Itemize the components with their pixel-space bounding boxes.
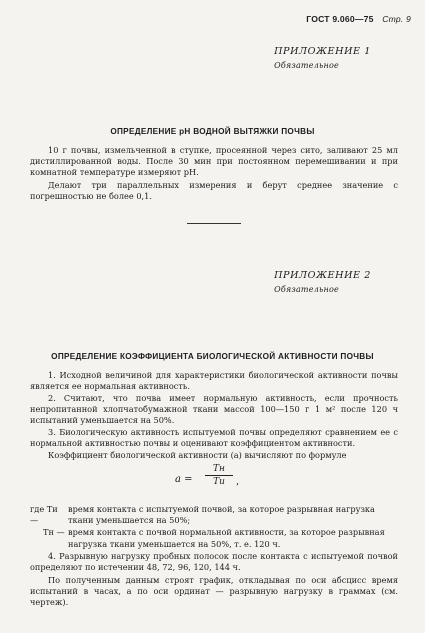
- activity-formula: [175, 464, 255, 494]
- formula-lhs: a =: [175, 474, 193, 485]
- appendix-2-title: ПРИЛОЖЕНИЕ 2: [274, 270, 371, 281]
- appendix-2-paragraph-3: 3. Биологическую активность испытуемой почвы определяют сравнением ее с нормальной активностью почвы и оценивают коэффициентом активности.: [30, 427, 398, 449]
- appendix-2-heading: ОПРЕДЕЛЕНИЕ КОЭФФИЦИЕНТА БИОЛОГИЧЕСКОЙ АКТИВНОСТИ ПОЧВЫ: [51, 352, 374, 361]
- legend-text: время контакта с почвой нормальной активности, за которое разрывная нагрузка ткани уменьшается на 50%, т. е. 120 ч.: [68, 527, 385, 549]
- legend-row: [30, 527, 400, 549]
- formula-denominator: Tи: [213, 477, 225, 487]
- section-divider: [187, 223, 241, 224]
- appendix-2-label: [274, 270, 371, 294]
- appendix-2-paragraph-2: 2. Считают, что почва имеет нормальную активность, если прочность непропитанной хлопчатобумажной ткани массой 100—150 г 1 м² после 120 ч испытаний уменьшается на 50%.: [30, 393, 398, 426]
- appendix-2-paragraph-4: Коэффициент биологической активности (a) вычисляют по формуле: [48, 450, 347, 460]
- formula-legend: [30, 504, 400, 550]
- formula-comma: ,: [236, 476, 240, 487]
- appendix-1-paragraph-2: Делают три параллельных измерения и берут среднее значение с погрешностью не более 0,1.: [30, 180, 398, 202]
- appendix-2-subtitle: Обязательное: [274, 285, 339, 294]
- legend-row: [30, 504, 400, 526]
- page-number: Стр. 9: [382, 14, 411, 24]
- appendix-1-label: [274, 46, 371, 70]
- page-header: [306, 14, 411, 24]
- appendix-1-subtitle: Обязательное: [274, 61, 339, 70]
- formula-numerator: Tн: [213, 464, 225, 474]
- appendix-1-heading: ОПРЕДЕЛЕНИЕ рН ВОДНОЙ ВЫТЯЖКИ ПОЧВЫ: [110, 127, 315, 136]
- standard-number: ГОСТ 9.060—75: [306, 14, 374, 24]
- legend-symbol: где Tи —: [30, 504, 58, 526]
- formula-fraction: [205, 464, 233, 487]
- appendix-2-paragraph-6: По полученным данным строят график, откладывая по оси абсцисс время испытаний в часах, а по оси ординат — разрывную нагрузку в граммах (см. чертеж).: [30, 575, 398, 608]
- appendix-2-paragraph-1: 1. Исходной величиной для характеристики биологической активности почвы является ее нормальная активность.: [30, 370, 398, 392]
- appendix-1-title: ПРИЛОЖЕНИЕ 1: [274, 46, 371, 57]
- appendix-2-paragraph-5: 4. Разрывную нагрузку пробных полосок после контакта с испытуемой почвой определяют по истечении 48, 72, 96, 120, 144 ч.: [30, 551, 398, 573]
- legend-symbol: Tн —: [43, 527, 65, 538]
- legend-text: время контакта с испытуемой почвой, за которое разрывная нагрузка ткани уменьшается на 50%;: [68, 504, 375, 526]
- fraction-bar: [205, 475, 233, 476]
- appendix-1-paragraph-1: 10 г почвы, измельченной в ступке, просеянной через сито, заливают 25 мл дистиллированной воды. После 30 мин при постоянном перемешивании и при комнатной температуре измеряют рН.: [30, 145, 398, 178]
